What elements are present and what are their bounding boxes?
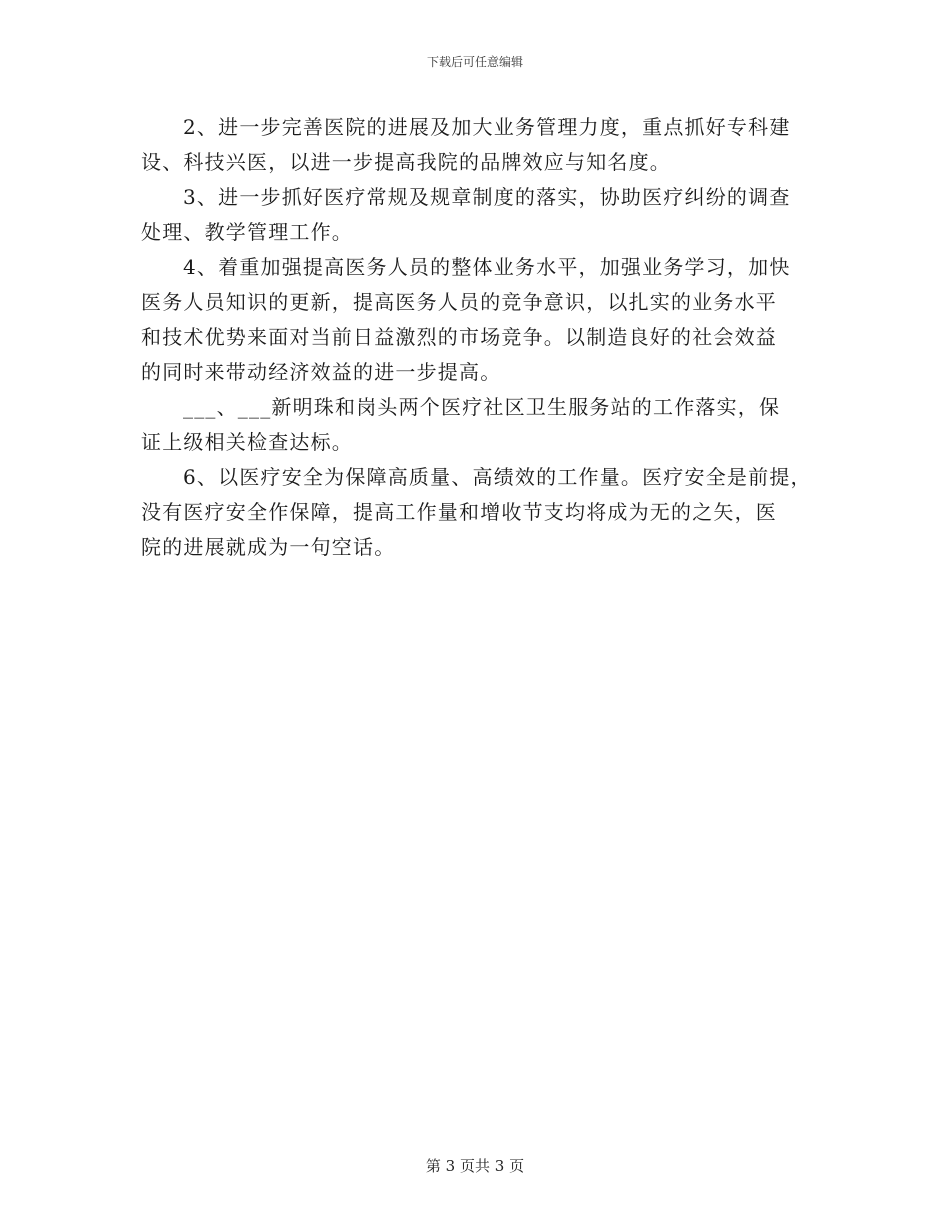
paragraph-2	[141, 110, 841, 180]
paragraph-line: 2、进一步完善医院的进展及加大业务管理力度，重点抓好专科建	[183, 115, 791, 139]
paragraph-line: 和技术优势来面对当前日益激烈的市场竞争。以制造良好的社会效益	[141, 325, 777, 349]
paragraph-line: 设、科技兴医，以进一步提高我院的品牌效应与知名度。	[141, 150, 671, 174]
paragraph-line: 证上级相关检查达标。	[141, 430, 353, 454]
paragraph-5	[141, 390, 841, 460]
paragraph-6	[141, 460, 841, 565]
paragraph-line: 3、进一步抓好医疗常规及规章制度的落实，协助医疗纠纷的调查	[183, 185, 791, 209]
page-header: 下载后可任意编辑	[426, 55, 523, 69]
paragraph-3	[141, 180, 841, 250]
paragraph-4	[141, 250, 841, 390]
document-body	[141, 110, 841, 565]
paragraph-line: ___、___新明珠和岗头两个医疗社区卫生服务站的工作落实，保	[183, 395, 781, 419]
paragraph-line: 医务人员知识的更新，提高医务人员的竞争意识，以扎实的业务水平	[141, 290, 777, 314]
paragraph-line: 的同时来带动经济效益的进一步提高。	[141, 360, 502, 384]
paragraph-line: 4、着重加强提高医务人员的整体业务水平，加强业务学习，加快	[183, 255, 791, 279]
paragraph-line: 没有医疗安全作保障，提高工作量和增收节支均将成为无的之矢，医	[141, 500, 777, 524]
paragraph-line: 院的进展就成为一句空话。	[141, 535, 396, 559]
page-footer: 第 3 页共 3 页	[425, 1157, 525, 1175]
paragraph-line: 处理、教学管理工作。	[141, 220, 353, 244]
paragraph-line: 6、以医疗安全为保障高质量、高绩效的工作量。医疗安全是前提，	[183, 465, 812, 489]
